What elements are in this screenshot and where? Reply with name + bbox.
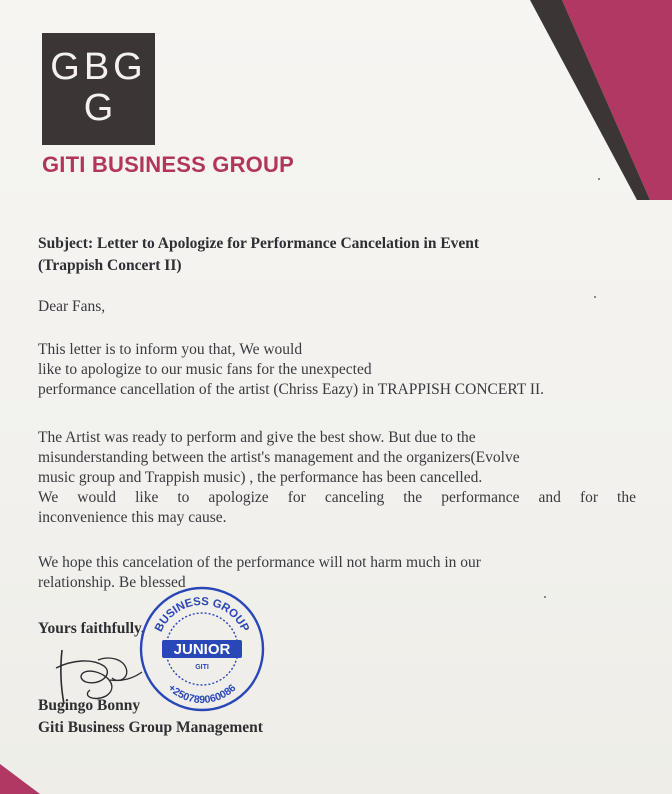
paragraph-1: [38, 340, 638, 400]
subject-line-1: Subject: Letter to Apologize for Performance Cancelation in Event: [38, 235, 480, 252]
paragraph-2-line-1: The Artist was ready to perform and give the best show. But due to the: [38, 429, 476, 446]
paragraph-1-line-3: performance cancellation of the artist (Chriss Eazy) in TRAPPISH CONCERT II.: [38, 381, 545, 398]
signer-title: Giti Business Group Management: [38, 719, 263, 736]
speck-3: [544, 596, 546, 598]
stamp-top-text: BUSINESS GROUP: [153, 595, 251, 634]
paragraph-2: [38, 428, 638, 528]
company-stamp: [138, 585, 266, 713]
greeting: Dear Fans,: [38, 298, 106, 315]
closing: Yours faithfully,: [38, 620, 145, 637]
signer-name: Bugingo Bonny: [38, 697, 141, 714]
logo-line-1: GBG: [50, 46, 147, 88]
stamp-sub-text: GITI: [195, 664, 209, 671]
company-name: GITI BUSINESS GROUP: [42, 152, 294, 177]
paragraph-3-line-1: We hope this cancelation of the performance will not harm much in our: [38, 554, 481, 571]
speck-1: [598, 178, 600, 180]
paragraph-2-line-2: misunderstanding between the artist's management and the organizers(Evolve: [38, 449, 520, 466]
paragraph-2-line-3: music group and Trappish music) , the performance has been cancelled.: [38, 469, 483, 486]
paragraph-2-line-5: inconvenience this may cause.: [38, 509, 227, 526]
paragraph-1-line-1: This letter is to inform you that, We would: [38, 341, 303, 358]
subject-line-2: (Trappish Concert II): [38, 257, 182, 274]
stamp-center-text: JUNIOR: [173, 641, 231, 658]
corner-stripe-decoration: [412, 0, 672, 200]
company-logo: [42, 33, 155, 145]
paragraph-3-line-2: relationship. Be blessed: [38, 574, 186, 591]
speck-2: [594, 296, 596, 298]
svg-text:BUSINESS GROUP: [153, 596, 251, 634]
paragraph-2-line-4: We would like to apologize for canceling the performance and for the: [38, 489, 636, 506]
logo-line-2: G: [83, 87, 114, 129]
letter-subject: [38, 233, 598, 277]
paragraph-1-line-2: like to apologize to our music fans for the unexpected: [38, 361, 372, 378]
stamp-bottom-text: +250789060086: [165, 681, 239, 707]
corner-bottom-decoration: [0, 764, 40, 794]
paragraph-3: [38, 553, 638, 593]
